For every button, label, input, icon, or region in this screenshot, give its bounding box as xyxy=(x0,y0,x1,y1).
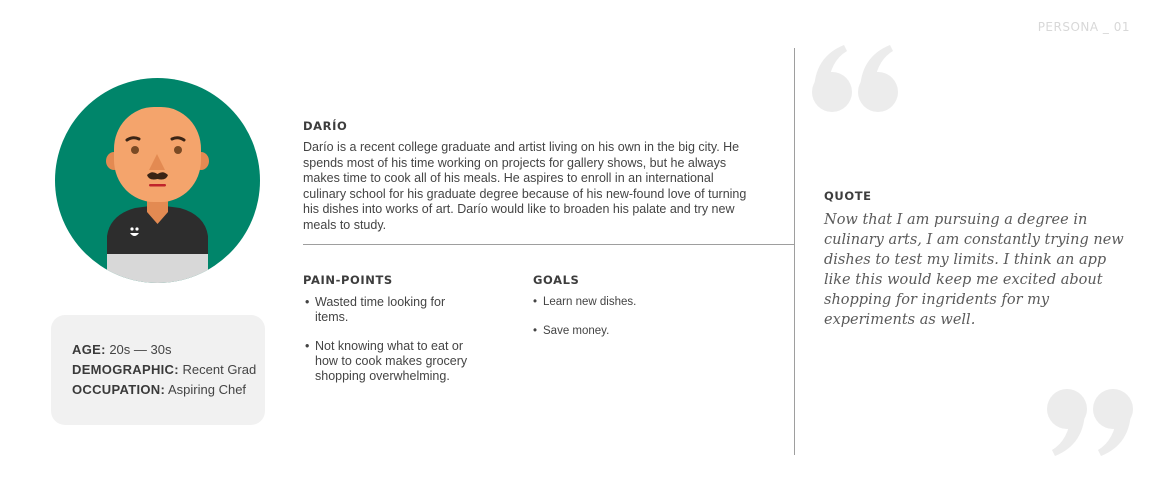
occupation-row xyxy=(72,380,265,400)
demographic-label: DEMOGRAPHIC: xyxy=(72,362,179,377)
pain-points-list xyxy=(305,295,480,398)
age-row xyxy=(72,340,265,360)
quote-title: QUOTE xyxy=(824,189,872,203)
demographic-value: Recent Grad xyxy=(182,362,257,377)
demographic-row xyxy=(72,360,265,380)
demographics-card xyxy=(51,315,265,425)
occupation-label: OCCUPATION: xyxy=(72,382,166,397)
persona-bio: Darío is a recent college graduate and artist living on his own in the big city. He spends most of his time working on projects for gallery shows, but he always makes time to cook all of his meals. He aspires to enroll in an international culinary school for his graduate degree because of his new-found love of turning his dishes into works of art. Darío would like to broaden his palate and try new meals to study. xyxy=(303,140,747,232)
horizontal-divider xyxy=(303,244,794,245)
persona-name: DARÍO xyxy=(303,119,348,133)
open-quote-icon xyxy=(812,45,902,113)
persona-avatar-icon xyxy=(55,78,260,283)
goals-title: GOALS xyxy=(533,273,580,287)
age-value: 20s — 30s xyxy=(109,342,172,357)
vertical-divider xyxy=(794,48,795,455)
pain-points-title: PAIN-POINTS xyxy=(303,273,393,287)
list-item: • Save money. xyxy=(533,324,733,339)
persona-number-label: PERSONA _ 01 xyxy=(1037,20,1130,34)
list-item: • Learn new dishes. xyxy=(533,295,733,310)
goals-list xyxy=(533,295,733,353)
close-quote-icon xyxy=(1043,388,1133,456)
list-item: • Not knowing what to eat or how to cook makes grocery shopping overwhelming. xyxy=(305,339,480,384)
list-item: • Wasted time looking for items. xyxy=(305,295,480,325)
occupation-value: Aspiring Chef xyxy=(168,382,247,397)
age-label: AGE: xyxy=(72,342,106,357)
quote-text: Now that I am pursuing a degree in culinary arts, I am constantly trying new dishes to test my limits. I think an app like this would keep me excited about shopping for ingridents for my experiments as well. xyxy=(824,212,1124,328)
